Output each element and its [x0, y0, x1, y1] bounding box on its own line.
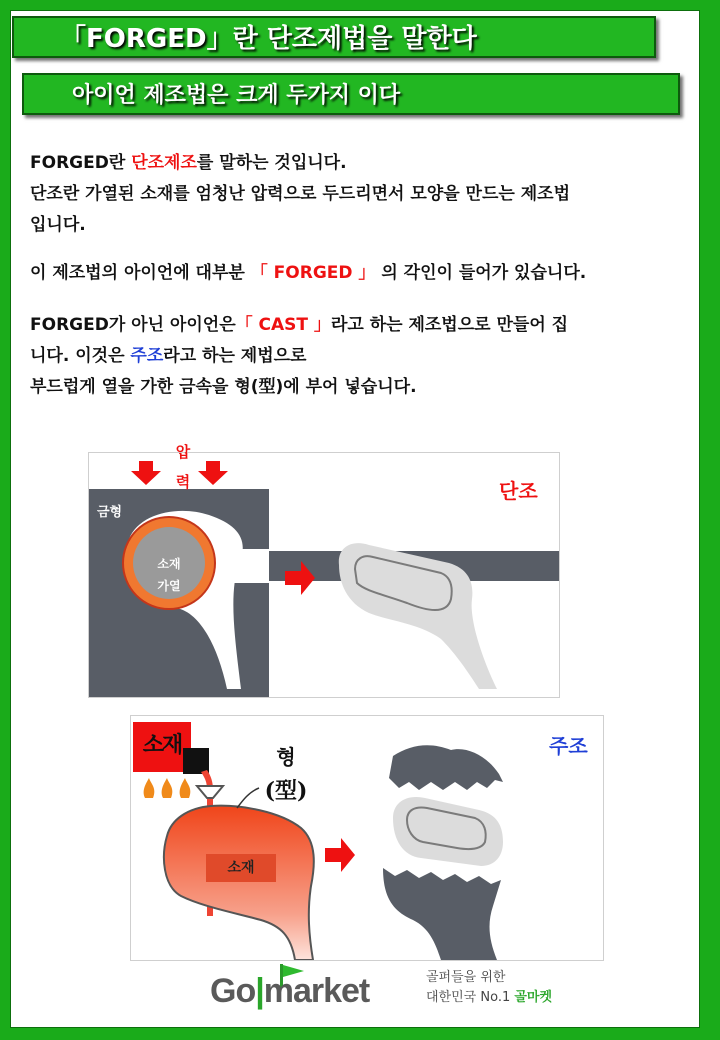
para3-line1: [30, 310, 680, 341]
para1-highlight: 단조제조: [131, 153, 197, 173]
pressure-arrow-left-icon: [131, 461, 161, 485]
tagline-line2-b: 골마켓: [514, 990, 553, 1005]
paragraph-forged: [30, 148, 680, 241]
brand-market: market: [263, 972, 370, 1010]
top-mold-piece: [389, 745, 503, 790]
para1-line2: 단조란 가열된 소재를 엄청난 압력으로 두드리면서 모양을 만드는 제조법: [30, 184, 571, 204]
process-arrow-icon: [325, 838, 355, 872]
page-subtitle: 아이언 제조법은 크게 두가지 이다: [72, 83, 401, 108]
pressure-label: [169, 441, 197, 493]
pressure-label-bottom: 력: [175, 473, 191, 491]
para3-text-a: FORGED가 아닌 아이언은: [30, 315, 236, 335]
bottom-mold-piece: [383, 868, 501, 960]
forged-label: 단조: [499, 479, 538, 503]
tagline-line2-a: 대한민국 No.1: [426, 990, 515, 1005]
brand-go: Go: [210, 972, 256, 1010]
pressure-arrow-right-icon: [198, 461, 228, 485]
material-label-bottom: 가열: [157, 579, 181, 593]
para3-text-f: 라고 하는 제법으로: [163, 346, 307, 366]
melt-label: 소재: [206, 854, 276, 882]
para3-line3: 부드럽게 열을 가한 금속을 형(型)에 부어 넣습니다.: [30, 377, 417, 397]
para1-line1: [30, 148, 680, 179]
para2-text-a: 이 제조법의 아이언에 대부분: [30, 263, 245, 283]
paragraph-cast: [30, 310, 680, 403]
para1-text-c: 를 말하는 것입니다.: [196, 153, 347, 173]
tagline-line1: 골퍼들을 위한: [426, 970, 506, 985]
leader-line: [237, 788, 259, 808]
title-banner: [12, 16, 656, 58]
paragraph-stamp: [30, 258, 680, 289]
page-title: 「FORGED」란 단조제법을 말한다: [60, 24, 477, 54]
para3-text-d: 니다. 이것은: [30, 346, 131, 366]
para1-line3: 입니다.: [30, 215, 86, 235]
material-box-label: 소재: [142, 733, 182, 758]
cast-diagram: [131, 716, 603, 960]
para2-text-c: 의 각인이 들어가 있습니다.: [381, 263, 587, 283]
casting-mold: [164, 806, 314, 960]
flame-icon: [162, 778, 173, 798]
para3-line2: [30, 341, 680, 372]
flame-icon: [144, 778, 155, 798]
para3-cast-mark: 「 CAST 」: [235, 315, 331, 335]
pressure-label-top: 압: [175, 443, 191, 461]
cast-label: 주조: [549, 734, 588, 758]
brand-wordmark: Go|market: [210, 972, 370, 1010]
subtitle-banner: [22, 73, 680, 115]
flame-icon: [180, 778, 191, 798]
golmarket-logo: [210, 962, 570, 1018]
mold-type-label-top: 형: [276, 745, 296, 769]
material-label: [149, 553, 189, 597]
para2-forged-mark: 「 FORGED 」: [250, 263, 376, 283]
para3-highlight: 주조: [130, 346, 164, 366]
mold-label: 금형: [97, 505, 123, 520]
cast-figure: [130, 715, 604, 961]
para3-text-c: 라고 하는 제조법으로 만들어 집: [330, 315, 569, 335]
material-label-top: 소재: [157, 557, 181, 571]
mold-type-label-bottom: (型): [264, 778, 308, 804]
para1-text-a: FORGED란: [30, 153, 132, 173]
mold-type-label: [261, 740, 311, 808]
tagline-line2: [426, 986, 552, 1005]
funnel: [197, 786, 223, 798]
forged-figure: [88, 443, 560, 698]
